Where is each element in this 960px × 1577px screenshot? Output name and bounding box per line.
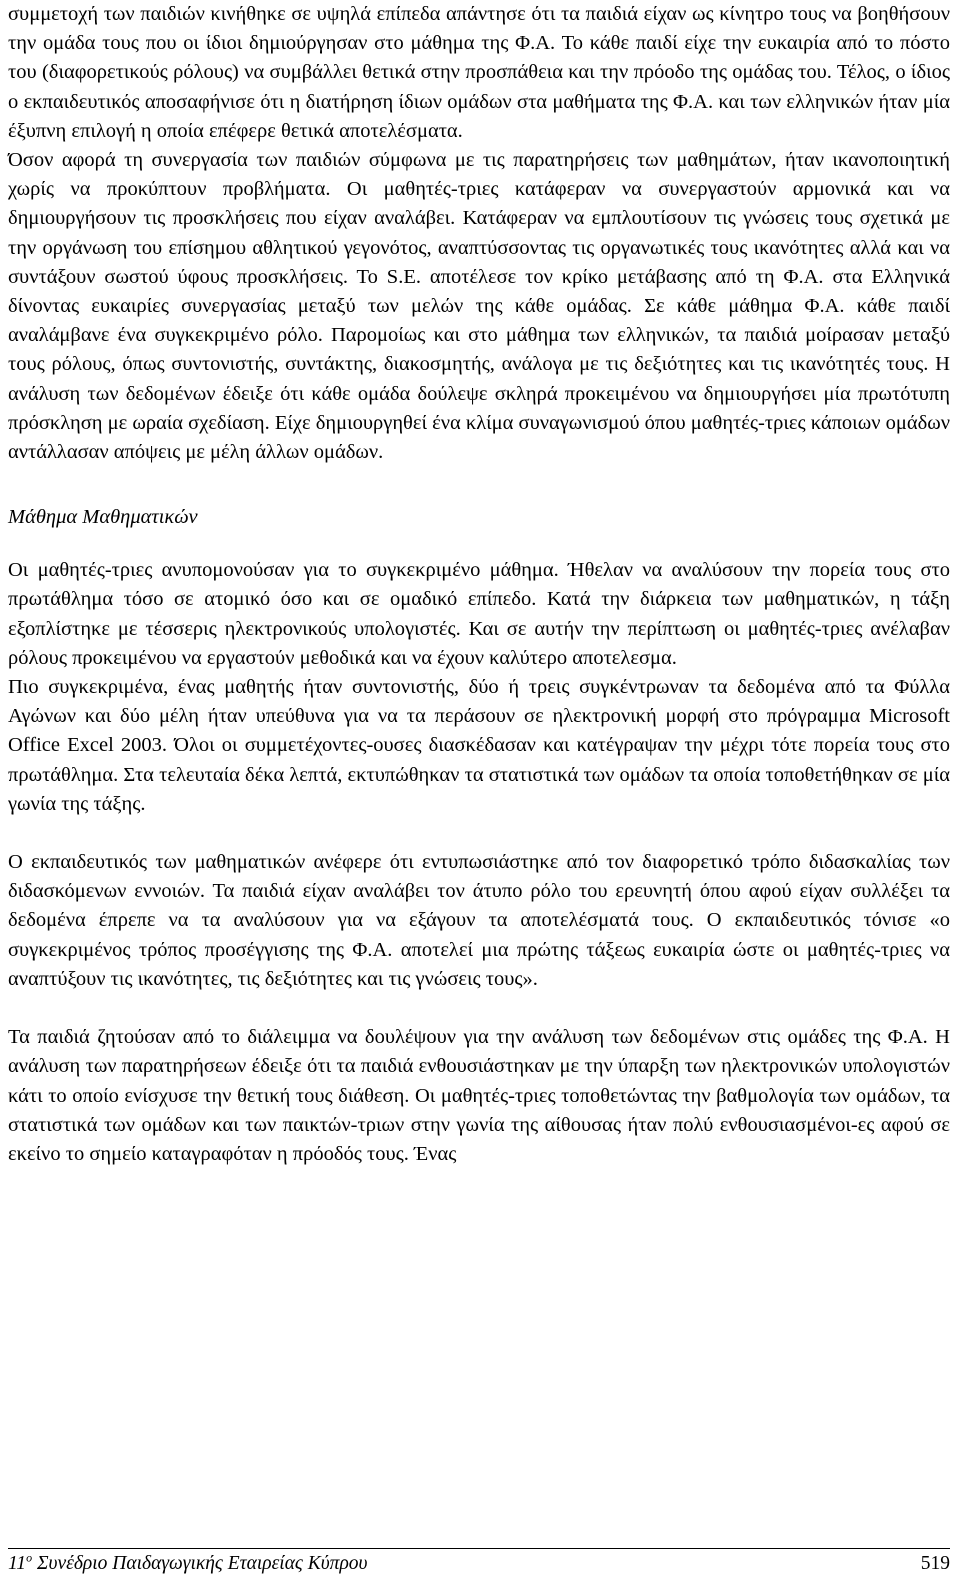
page-number: 519 [920, 1553, 950, 1574]
footer-divider [8, 1548, 950, 1549]
footer-conference-name: Συνέδριο Παιδαγωγικής Εταιρείας Κύπρου [32, 1553, 368, 1574]
paragraph-teacher-feedback: Ο εκπαιδευτικός των μαθηματικών ανέφερε ότι εντυπωσιάστηκε από τον διαφορετικό τρόπο διδασκαλίας των διδασκόμενων εννοιών. Τα παιδιά είχαν αναλάβει τον άτυπο ρόλο του ερευνητή όπου αφού είχαν συλλέξει τα δεδομένα έπρεπε να τα αναλύσουν για να εξάγουν τα αποτελέσματά τους. Ο εκπαιδευτικός τόνισε «ο συγκεκριμένος τρόπος προσέγγισης της Φ.Α. αποτελεί μια πρώτης τάξεως ευκαιρία ώστε οι μαθητές-τριες να αναπτύξουν τις ικανότητες, τις δεξιότητες και τις γνώσεις τους». [8, 851, 950, 990]
document-page [8, 0, 950, 1169]
section-heading-mathematics: Μάθημα Μαθηματικών [8, 506, 198, 529]
footer-conference-title [8, 1552, 368, 1576]
paragraph-math-lesson: Οι μαθητές-τριες ανυπομονούσαν για το συγκεκριμένο μάθημα. Ήθελαν να αναλύσουν την πορεία τους στο πρωτάθλημα τόσο σε ατομικό όσο και σε ομαδικό επίπεδο. Κατά την διάρκεια των μαθηματικών, η τάξη εξοπλίστηκε με τέσσερις ηλεκτρονικούς υπολογιστές. Και σε αυτήν την περίπτωση οι μαθητές-τριες ανέλαβαν ρόλους προκειμένου να εργαστούν μεθοδικά και να έχουν καλύτερο αποτελεσμα. [8, 559, 950, 669]
paragraph-team-participation: συμμετοχή των παιδιών κινήθηκε σε υψηλά επίπεδα απάντησε ότι τα παιδιά είχαν ως κίνητρο τους να βοηθήσουν την ομάδα τους που οι ίδιοι δημιούργησαν στο μάθημα της Φ.Α. Το κάθε παιδί είχε την ευκαιρία από το πόστο του (διαφορετικούς ρόλους) να συμβάλλει θετικά στην προσπάθεια και την πρόοδο της ομάδας του. Τέλος, ο ίδιος ο εκπαιδευτικός αποσαφήνισε ότι η διατήρηση ίδιων ομάδων στα μαθήματα της Φ.Α. και των ελληνικών ήταν μία έξυπνη επιλογή η οποία επέφερε θετικά αποτελέσματα. [8, 3, 950, 142]
paragraph-break-analysis: Τα παιδιά ζητούσαν από το διάλειμμα να δουλέψουν για την ανάλυση των δεδομένων στις ομάδες της Φ.Α. Η ανάλυση των παρατηρήσεων έδειξε ότι τα παιδιά ενθουσιάστηκαν με την ύπαρξη των ηλεκτρονικών υπολογιστών κάτι το οποίο ενίσχυσε την θετική τους διάθεση. Οι μαθητές-τριες τοποθετώντας την βαθμολογία των ομάδων, τα στατιστικά των ομάδων και των παικτών-τριων στην γωνία της αίθουσας ήταν πολύ ενθουσιασμένοι-ες αφού σε εκείνο το σημείο καταγραφόταν η πρόοδός τους. Ένας [8, 1026, 950, 1165]
footer-ordinal-suffix: ο [26, 1550, 33, 1565]
paragraph-cooperation: Όσον αφορά τη συνεργασία των παιδιών σύμφωνα με τις παρατηρήσεις των μαθημάτων, ήταν ικανοποιητική χωρίς να προκύπτουν προβλήματα. Οι μαθητές-τριες κατάφεραν να συνεργαστούν αρμονικά και να δημιουργήσουν τις προσκλήσεις που είχαν αναλάβει. Κατάφεραν να εμπλουτίσουν τις γνώσεις τους σχετικά με την οργάνωση του επίσημου αθλητικού γεγονότος, αναπτύσσοντας τις οργανωτικές τους ικανότητες αλλά και να συντάξουν σωστού ύφους προσκλήσεις. Το S.E. αποτέλεσε τον κρίκο μετάβασης από τη Φ.Α. στα Ελληνικά δίνοντας ευκαιρίες συνεργασίας μεταξύ των μελών της κάθε ομάδας. Σε κάθε μάθημα Φ.Α. κάθε παιδί αναλάμβανε ένα συγκεκριμένο ρόλο. Παρομοίως και στο μάθημα των ελληνικών, τα παιδιά μοίρασαν μεταξύ τους ρόλους, όπως συντονιστής, συντάκτης, διακοσμητής, ανάλογα με τις δεξιότητες και τις ικανότητές τους. Η ανάλυση των δεδομένων έδειξε ότι κάθε ομάδα δούλεψε σκληρά προκειμένου να δημιουργήσει μία πρωτότυπη πρόσκληση με ωραία σχεδίαση. Είχε δημιουργηθεί ένα κλίμα συναγωνισμού όπου μαθητές-τριες κάποιων ομάδων αντάλλασαν απόψεις με μέλη άλλων ομάδων. [8, 149, 950, 464]
paragraph-math-roles: Πιο συγκεκριμένα, ένας μαθητής ήταν συντονιστής, δύο ή τρεις συγκέντρωναν τα δεδομένα από τα Φύλλα Αγώνων και δύο μέλη ήταν υπεύθυνα για να τα περάσουν σε ηλεκτρονική μορφή στο πρόγραμμα Microsoft Office Excel 2003. Όλοι οι συμμετέχοντες-ουσες διασκέδασαν και κατέγραψαν την μέχρι τότε πορεία τους στο πρωτάθλημα. Στα τελευταία δέκα λεπτά, εκτυπώθηκαν τα στατιστικά των ομάδων τα οποία τοποθετήθηκαν σε μία γωνία της τάξης. [8, 676, 950, 815]
footer-ordinal: 11 [8, 1553, 27, 1574]
page-footer [8, 1552, 950, 1576]
